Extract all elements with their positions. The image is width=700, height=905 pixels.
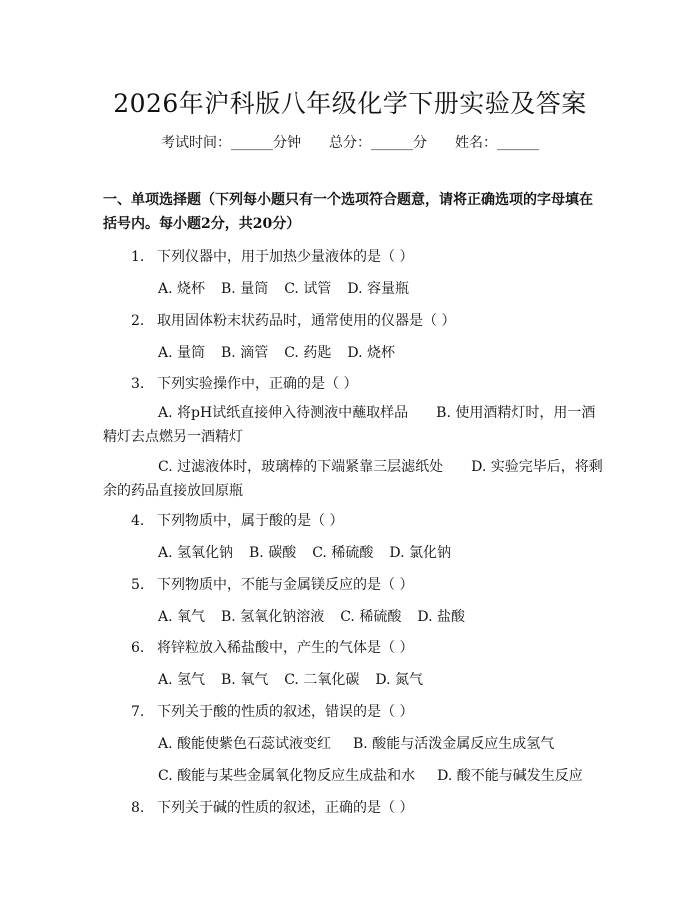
option-d: D. 酸不能与碱发生反应 (437, 768, 583, 784)
question-text: 下列关于酸的性质的叙述，错误的是（ ） (157, 704, 414, 720)
question-text: 下列仪器中，用于加热少量液体的是（ ） (157, 249, 414, 265)
question-number: 5. (131, 577, 145, 593)
question-number: 2. (131, 313, 145, 329)
option-c: C. 试管 (284, 281, 332, 297)
question-text: 将锌粒放入稀盐酸中，产生的气体是（ ） (157, 640, 414, 656)
question-text: 下列物质中，不能与金属镁反应的是（ ） (157, 577, 414, 593)
option-a: A. 氢气 (158, 672, 206, 688)
exam-meta (0, 132, 700, 152)
option-a: A. 烧杯 (158, 281, 206, 297)
question-5 (131, 574, 413, 594)
question-number: 6. (131, 640, 145, 656)
option-d: D. 氮气 (375, 672, 423, 688)
question-number: 3. (131, 376, 145, 392)
section-heading: 一、单项选择题（下列每小题只有一个选项符合题意，请将正确选项的字母填在括号内。每小题2分，共20分） (103, 192, 593, 232)
exam-total-score: 总分：______分 (329, 135, 427, 151)
page-title: 2026年沪科版八年级化学下册实验及答案 (113, 89, 587, 118)
option-a: A. 氢氧化钠 (158, 545, 234, 561)
option-a: A. 酸能使紫色石蕊试液变红 (158, 736, 332, 752)
question-6 (131, 637, 413, 657)
option-c: C. 酸能与某些金属氧化物反应生成盐和水 (158, 768, 416, 784)
question-3 (131, 373, 357, 393)
question-3-options-cd: C. 过滤液体时，玻璃棒的下端紧靠三层滤纸处 D. 实验完毕后，将剩余的药品直接放回原瓶 (103, 459, 603, 499)
student-name-field: 姓名：______ (455, 135, 539, 151)
option-b: B. 氧气 (221, 672, 269, 688)
question-text: 取用固体粉末状药品时，通常使用的仪器是（ ） (157, 313, 456, 329)
question-1-options (158, 278, 409, 298)
question-6-options (158, 669, 423, 689)
question-number: 4. (131, 513, 145, 529)
option-a: A. 量筒 (158, 345, 206, 361)
question-text: 下列关于碱的性质的叙述，正确的是（ ） (157, 800, 414, 816)
option-c: C. 稀硫酸 (312, 545, 374, 561)
question-4-options (158, 542, 451, 562)
question-7-options-cd (158, 765, 583, 785)
option-b: B. 量筒 (221, 281, 269, 297)
question-3-options-ab: A. 将pH试纸直接伸入待测液中蘸取样品 B. 使用酒精灯时，用一酒精灯去点燃另一酒精灯 (103, 405, 596, 445)
option-d: D. 烧杯 (347, 345, 395, 361)
option-c: C. 二氧化碳 (284, 672, 360, 688)
question-number: 8. (131, 800, 145, 816)
question-5-options (158, 606, 465, 626)
question-text: 下列实验操作中，正确的是（ ） (157, 376, 358, 392)
question-8 (131, 797, 413, 817)
option-d: D. 盐酸 (417, 609, 465, 625)
question-2 (131, 310, 455, 330)
question-number: 7. (131, 704, 145, 720)
question-7 (131, 701, 413, 721)
question-number: 1. (131, 249, 145, 265)
option-d: D. 氯化钠 (389, 545, 451, 561)
question-2-options (158, 342, 395, 362)
option-d: D. 容量瓶 (347, 281, 409, 297)
question-text: 下列物质中，属于酸的是（ ） (157, 513, 344, 529)
option-a: A. 氧气 (158, 609, 206, 625)
question-1 (131, 246, 413, 266)
option-b: B. 氢氧化钠溶液 (221, 609, 325, 625)
question-7-options-ab (158, 733, 554, 753)
option-b: B. 碳酸 (249, 545, 297, 561)
exam-time: 考试时间：______分钟 (161, 135, 301, 151)
question-4 (131, 510, 343, 530)
option-c: C. 稀硫酸 (340, 609, 402, 625)
option-b: B. 滴管 (221, 345, 269, 361)
option-c: C. 药匙 (284, 345, 332, 361)
option-b: B. 酸能与活泼金属反应生成氢气 (353, 736, 555, 752)
